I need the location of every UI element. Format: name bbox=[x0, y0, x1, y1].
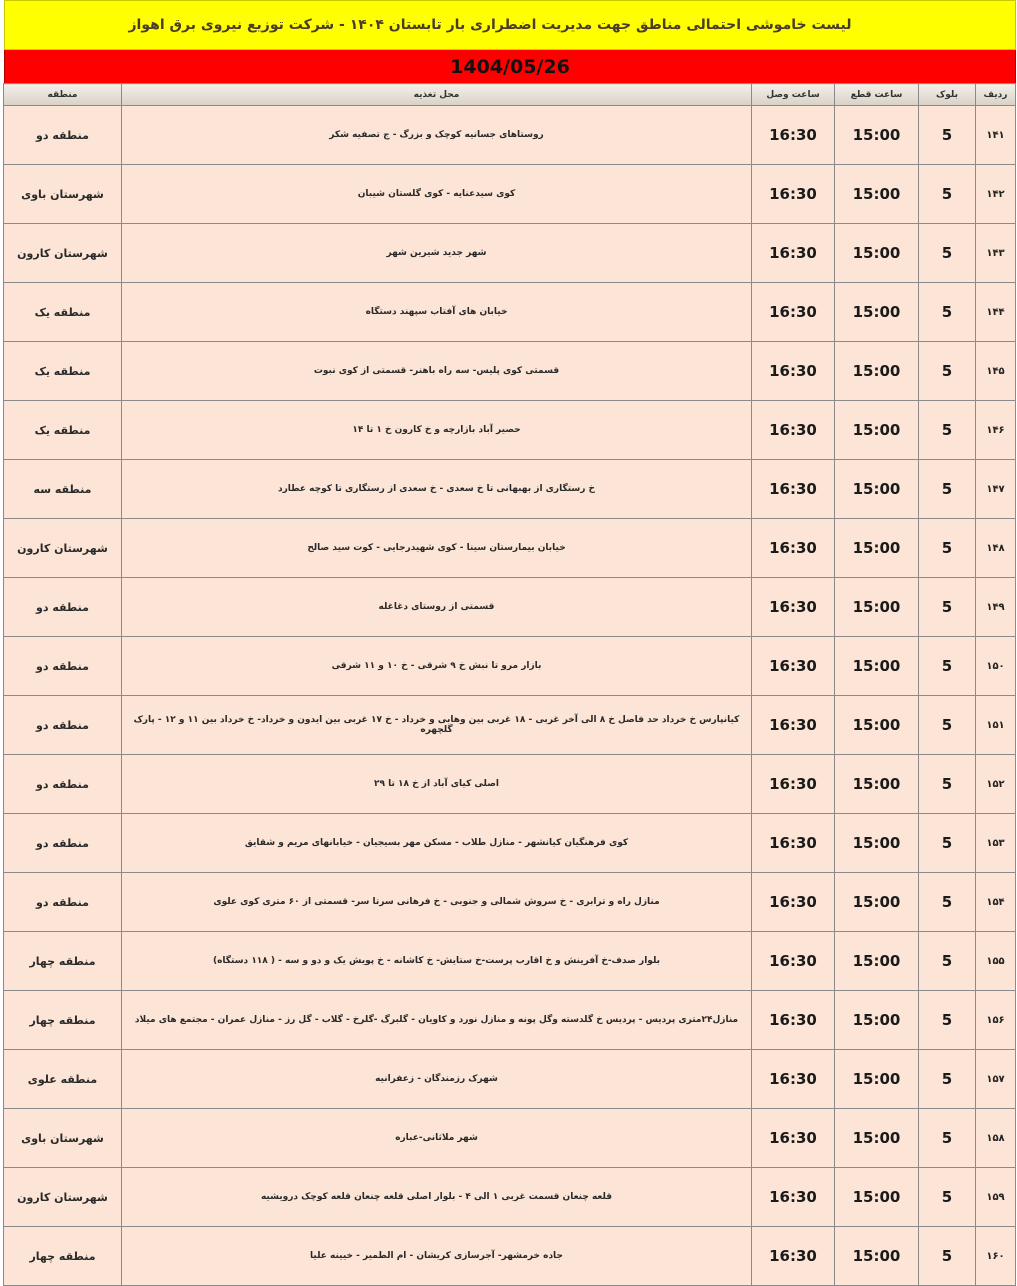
block-number: 5 bbox=[919, 1227, 976, 1286]
block-number: 5 bbox=[919, 814, 976, 873]
connect-time: 16:30 bbox=[752, 637, 835, 696]
row-number: ۱۴۶ bbox=[976, 401, 1016, 460]
connect-time: 16:30 bbox=[752, 460, 835, 519]
table-row bbox=[4, 1227, 1016, 1286]
block-number: 5 bbox=[919, 696, 976, 755]
table-header-row bbox=[4, 84, 1016, 106]
feed-location: کیانپارس خ خرداد حد فاصل خ ۸ الی آخر غربی - ۱۸ غربی بین وهابی و خرداد - خ ۱۷ غربی بین ایدون و خرداد- خ خرداد بین ۱۱ و ۱۲ - پارک گلچهره bbox=[122, 696, 752, 755]
region: منطقه سه bbox=[4, 460, 122, 519]
region: منطقه دو bbox=[4, 696, 122, 755]
feed-location: حصیر آباد بازارچه و خ کارون خ ۱ تا ۱۴ bbox=[122, 401, 752, 460]
block-number: 5 bbox=[919, 932, 976, 991]
feed-location: بازار مرو تا نبش خ ۹ شرقی - خ ۱۰ و ۱۱ شرقی bbox=[122, 637, 752, 696]
block-number: 5 bbox=[919, 1050, 976, 1109]
region: منطقه دو bbox=[4, 755, 122, 814]
cut-time: 15:00 bbox=[835, 755, 919, 814]
connect-time: 16:30 bbox=[752, 1050, 835, 1109]
table-row bbox=[4, 1050, 1016, 1109]
col-header-row: ردیف bbox=[976, 84, 1016, 106]
block-number: 5 bbox=[919, 637, 976, 696]
table-row bbox=[4, 991, 1016, 1050]
outage-sheet bbox=[4, 0, 1016, 1286]
region: شهرستان باوی bbox=[4, 1109, 122, 1168]
cut-time: 15:00 bbox=[835, 1227, 919, 1286]
connect-time: 16:30 bbox=[752, 991, 835, 1050]
feed-location: شهر جدید شیرین شهر bbox=[122, 224, 752, 283]
connect-time: 16:30 bbox=[752, 1168, 835, 1227]
table-row bbox=[4, 873, 1016, 932]
table-row bbox=[4, 755, 1016, 814]
region: شهرستان کارون bbox=[4, 224, 122, 283]
region: منطقه دو bbox=[4, 873, 122, 932]
region: منطقه یک bbox=[4, 342, 122, 401]
cut-time: 15:00 bbox=[835, 460, 919, 519]
row-number: ۱۴۵ bbox=[976, 342, 1016, 401]
row-number: ۱۴۲ bbox=[976, 165, 1016, 224]
table-row bbox=[4, 1168, 1016, 1227]
feed-location: خ رستگاری از بهبهانی تا خ سعدی - خ سعدی از رستگاری تا کوچه عطارد bbox=[122, 460, 752, 519]
block-number: 5 bbox=[919, 1109, 976, 1168]
row-number: ۱۵۹ bbox=[976, 1168, 1016, 1227]
block-number: 5 bbox=[919, 1168, 976, 1227]
region: منطقه علوی bbox=[4, 1050, 122, 1109]
table-row bbox=[4, 519, 1016, 578]
row-number: ۱۴۳ bbox=[976, 224, 1016, 283]
table-body bbox=[4, 106, 1016, 1286]
cut-time: 15:00 bbox=[835, 932, 919, 991]
feed-location: اصلی کیای آباد از خ ۱۸ تا ۲۹ bbox=[122, 755, 752, 814]
table-row bbox=[4, 342, 1016, 401]
block-number: 5 bbox=[919, 342, 976, 401]
row-number: ۱۵۰ bbox=[976, 637, 1016, 696]
feed-location: بلوار صدف-خ آفرینش و خ اقارب پرست-خ ستایش- خ کاشانه - خ پویش یک و دو و سه - ( ۱۱۸ دستگاه) bbox=[122, 932, 752, 991]
table-row bbox=[4, 460, 1016, 519]
row-number: ۱۴۸ bbox=[976, 519, 1016, 578]
feed-location: منازل۲۴متری پردیس - پردیس خ گلدسته وگل پونه و منازل نورد و کاویان - گلبرگ -گلرخ - گلاب - گل رز - منازل عمران - مجتمع های میلاد bbox=[122, 991, 752, 1050]
connect-time: 16:30 bbox=[752, 342, 835, 401]
col-header-place: محل تغذیه bbox=[122, 84, 752, 106]
block-number: 5 bbox=[919, 224, 976, 283]
cut-time: 15:00 bbox=[835, 519, 919, 578]
col-header-connect-time: ساعت وصل bbox=[752, 84, 835, 106]
cut-time: 15:00 bbox=[835, 106, 919, 165]
table-row bbox=[4, 283, 1016, 342]
feed-location: جاده خرمشهر- آجرسازی کریشان - ام الطمیر - خیینه علیا bbox=[122, 1227, 752, 1286]
connect-time: 16:30 bbox=[752, 283, 835, 342]
table-row bbox=[4, 165, 1016, 224]
col-header-cut-time: ساعت قطع bbox=[835, 84, 919, 106]
cut-time: 15:00 bbox=[835, 1050, 919, 1109]
table-row bbox=[4, 401, 1016, 460]
table-row bbox=[4, 932, 1016, 991]
cut-time: 15:00 bbox=[835, 696, 919, 755]
feed-location: کوی سیدعنایه - کوی گلستان شیبان bbox=[122, 165, 752, 224]
cut-time: 15:00 bbox=[835, 165, 919, 224]
table-row bbox=[4, 106, 1016, 165]
feed-location: خیابان بیمارستان سینا - کوی شهیدرجایی - کوت سید صالح bbox=[122, 519, 752, 578]
block-number: 5 bbox=[919, 578, 976, 637]
cut-time: 15:00 bbox=[835, 1109, 919, 1168]
block-number: 5 bbox=[919, 165, 976, 224]
row-number: ۱۵۲ bbox=[976, 755, 1016, 814]
cut-time: 15:00 bbox=[835, 873, 919, 932]
col-header-region: منطقه bbox=[4, 84, 122, 106]
region: شهرستان کارون bbox=[4, 1168, 122, 1227]
row-number: ۱۵۶ bbox=[976, 991, 1016, 1050]
sheet-title: لیست خاموشی احتمالی مناطق جهت مدیریت اضطراری بار تابستان ۱۴۰۴ - شرکت توزیع نیروی برق اهواز bbox=[4, 0, 1016, 50]
row-number: ۱۴۷ bbox=[976, 460, 1016, 519]
row-number: ۱۵۱ bbox=[976, 696, 1016, 755]
row-number: ۱۴۱ bbox=[976, 106, 1016, 165]
connect-time: 16:30 bbox=[752, 696, 835, 755]
cut-time: 15:00 bbox=[835, 991, 919, 1050]
row-number: ۱۵۳ bbox=[976, 814, 1016, 873]
row-number: ۱۴۹ bbox=[976, 578, 1016, 637]
cut-time: 15:00 bbox=[835, 578, 919, 637]
feed-location: شهرک رزمندگان - زعفرانیه bbox=[122, 1050, 752, 1109]
block-number: 5 bbox=[919, 401, 976, 460]
connect-time: 16:30 bbox=[752, 106, 835, 165]
region: منطقه دو bbox=[4, 814, 122, 873]
connect-time: 16:30 bbox=[752, 578, 835, 637]
feed-location: منازل راه و ترابری - خ سروش شمالی و جنوبی - خ فرهانی سرتا سر- قسمتی از ۶۰ متری کوی علوی bbox=[122, 873, 752, 932]
feed-location: خیابان های آفتاب سپهند دستگاه bbox=[122, 283, 752, 342]
block-number: 5 bbox=[919, 106, 976, 165]
region: منطقه چهار bbox=[4, 1227, 122, 1286]
connect-time: 16:30 bbox=[752, 873, 835, 932]
connect-time: 16:30 bbox=[752, 165, 835, 224]
feed-location: روستاهای جسانیه کوچک و بزرگ - ج تصفیه شکر bbox=[122, 106, 752, 165]
connect-time: 16:30 bbox=[752, 1227, 835, 1286]
row-number: ۱۴۴ bbox=[976, 283, 1016, 342]
region: شهرستان کارون bbox=[4, 519, 122, 578]
connect-time: 16:30 bbox=[752, 401, 835, 460]
feed-location: شهر ملاثانی-عباره bbox=[122, 1109, 752, 1168]
cut-time: 15:00 bbox=[835, 283, 919, 342]
cut-time: 15:00 bbox=[835, 1168, 919, 1227]
sheet-date: 1404/05/26 bbox=[4, 50, 1016, 83]
outage-table bbox=[3, 83, 1016, 1286]
block-number: 5 bbox=[919, 873, 976, 932]
connect-time: 16:30 bbox=[752, 755, 835, 814]
block-number: 5 bbox=[919, 519, 976, 578]
connect-time: 16:30 bbox=[752, 1109, 835, 1168]
cut-time: 15:00 bbox=[835, 401, 919, 460]
feed-location: کوی فرهنگیان کیانشهر - منازل طلاب - مسکن مهر بسیجیان - خیابانهای مریم و شقایق bbox=[122, 814, 752, 873]
table-row bbox=[4, 224, 1016, 283]
table-row bbox=[4, 578, 1016, 637]
block-number: 5 bbox=[919, 283, 976, 342]
feed-location: قلعه چنعان قسمت غربی ۱ الی ۴ - بلوار اصلی قلعه چنعان قلعه کوچک درویشیه bbox=[122, 1168, 752, 1227]
block-number: 5 bbox=[919, 991, 976, 1050]
connect-time: 16:30 bbox=[752, 814, 835, 873]
col-header-block: بلوک bbox=[919, 84, 976, 106]
feed-location: قسمتی از روستای دغاغله bbox=[122, 578, 752, 637]
cut-time: 15:00 bbox=[835, 224, 919, 283]
row-number: ۱۵۴ bbox=[976, 873, 1016, 932]
region: منطقه دو bbox=[4, 578, 122, 637]
row-number: ۱۵۵ bbox=[976, 932, 1016, 991]
table-row bbox=[4, 637, 1016, 696]
row-number: ۱۵۸ bbox=[976, 1109, 1016, 1168]
table-row bbox=[4, 696, 1016, 755]
region: منطقه یک bbox=[4, 283, 122, 342]
connect-time: 16:30 bbox=[752, 224, 835, 283]
block-number: 5 bbox=[919, 460, 976, 519]
row-number: ۱۶۰ bbox=[976, 1227, 1016, 1286]
table-row bbox=[4, 814, 1016, 873]
block-number: 5 bbox=[919, 755, 976, 814]
feed-location: قسمتی کوی پلیس- سه راه باهنر- قسمتی از کوی نبوت bbox=[122, 342, 752, 401]
region: منطقه یک bbox=[4, 401, 122, 460]
cut-time: 15:00 bbox=[835, 637, 919, 696]
row-number: ۱۵۷ bbox=[976, 1050, 1016, 1109]
connect-time: 16:30 bbox=[752, 519, 835, 578]
region: شهرستان باوی bbox=[4, 165, 122, 224]
region: منطقه چهار bbox=[4, 932, 122, 991]
cut-time: 15:00 bbox=[835, 342, 919, 401]
connect-time: 16:30 bbox=[752, 932, 835, 991]
region: منطقه چهار bbox=[4, 991, 122, 1050]
region: منطقه دو bbox=[4, 637, 122, 696]
cut-time: 15:00 bbox=[835, 814, 919, 873]
table-row bbox=[4, 1109, 1016, 1168]
region: منطقه دو bbox=[4, 106, 122, 165]
